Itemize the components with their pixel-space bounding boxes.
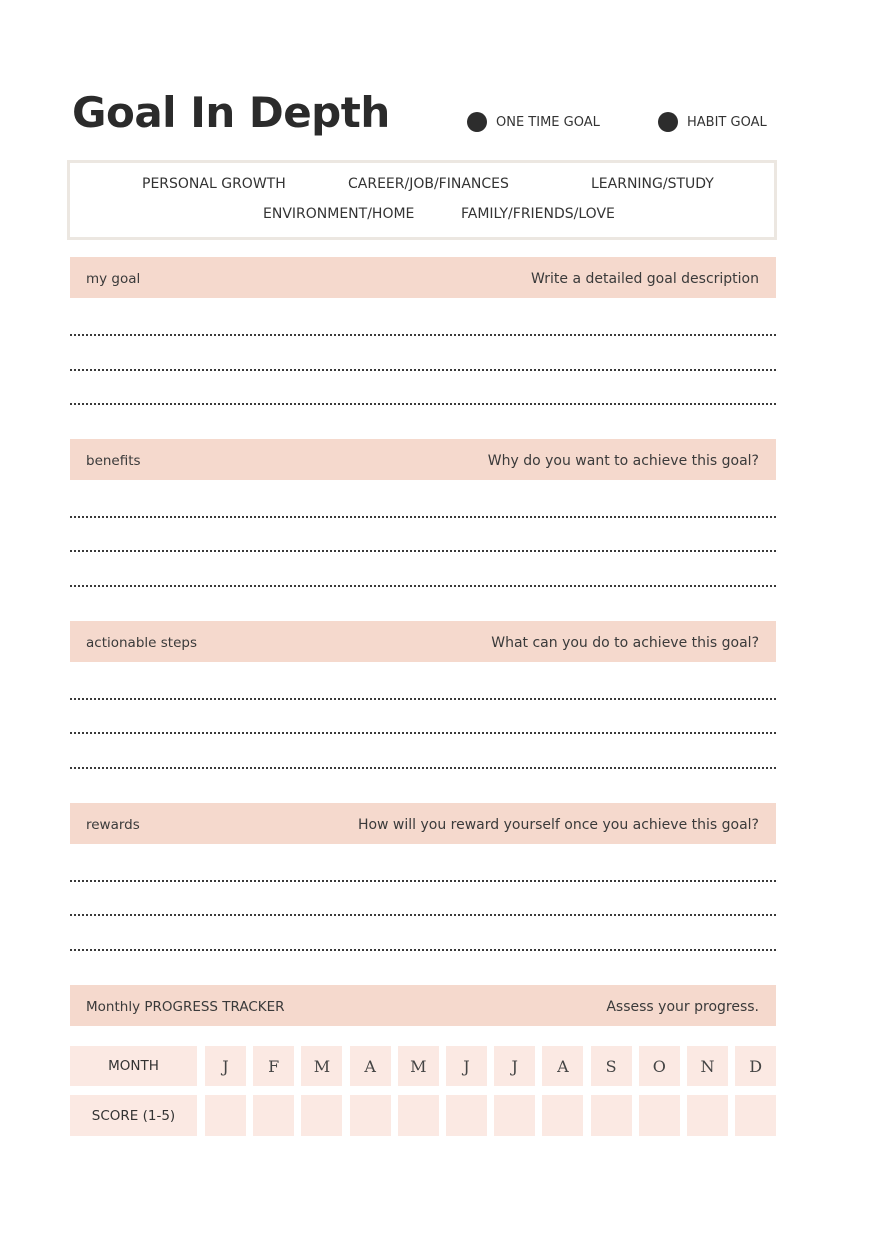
writing-line[interactable] [70, 585, 776, 587]
month-cell [205, 1046, 246, 1086]
page-title: Goal In Depth [72, 88, 390, 137]
month-cell [687, 1046, 728, 1086]
progress-tracker-grid [70, 1046, 776, 1136]
score-cell[interactable] [735, 1095, 776, 1136]
month-letter: M [313, 1056, 331, 1076]
score-cell[interactable] [301, 1095, 342, 1136]
section-label: rewards [86, 817, 140, 833]
writing-line[interactable] [70, 403, 776, 405]
month-cell [350, 1046, 391, 1086]
section-header-progress-tracker [70, 985, 776, 1026]
category-career[interactable]: CAREER/JOB/FINANCES [348, 176, 509, 192]
writing-line[interactable] [70, 369, 776, 371]
month-letter: A [364, 1056, 376, 1076]
score-cell[interactable] [494, 1095, 535, 1136]
section-prompt: Why do you want to achieve this goal? [487, 453, 759, 469]
month-cell [253, 1046, 294, 1086]
month-cell [591, 1046, 632, 1086]
section-prompt: Write a detailed goal description [531, 271, 759, 287]
writing-line[interactable] [70, 334, 776, 336]
month-cell [398, 1046, 439, 1086]
month-letter: O [652, 1056, 666, 1076]
section-prompt: Assess your progress. [606, 999, 759, 1015]
score-cell[interactable] [350, 1095, 391, 1136]
month-letter: S [605, 1056, 617, 1076]
radio-dot-icon[interactable] [467, 112, 487, 132]
writing-line[interactable] [70, 949, 776, 951]
score-cell[interactable] [639, 1095, 680, 1136]
month-letter: J [222, 1056, 229, 1076]
writing-line[interactable] [70, 732, 776, 734]
month-cell [301, 1046, 342, 1086]
score-cell[interactable] [205, 1095, 246, 1136]
goal-type-label: HABIT GOAL [687, 114, 767, 130]
goal-type-habit[interactable] [658, 112, 767, 132]
category-environment[interactable]: ENVIRONMENT/HOME [263, 206, 415, 222]
section-label: Monthly PROGRESS TRACKER [86, 999, 285, 1015]
month-cell [542, 1046, 583, 1086]
section-prompt: What can you do to achieve this goal? [491, 635, 759, 651]
score-cell[interactable] [591, 1095, 632, 1136]
section-header-rewards [70, 803, 776, 844]
section-header-actionable-steps [70, 621, 776, 662]
writing-line[interactable] [70, 698, 776, 700]
month-cell [639, 1046, 680, 1086]
writing-line[interactable] [70, 516, 776, 518]
section-header-benefits [70, 439, 776, 480]
radio-dot-icon[interactable] [658, 112, 678, 132]
section-label: actionable steps [86, 635, 197, 651]
category-box [67, 160, 777, 240]
section-prompt: How will you reward yourself once you achieve this goal? [357, 817, 759, 833]
month-letter: M [410, 1056, 427, 1076]
month-row-label: MONTH [70, 1046, 197, 1086]
writing-line[interactable] [70, 914, 776, 916]
score-cell[interactable] [687, 1095, 728, 1136]
category-learning[interactable]: LEARNING/STUDY [591, 176, 714, 192]
score-cell[interactable] [446, 1095, 487, 1136]
month-letter: J [463, 1056, 470, 1076]
month-cell [494, 1046, 535, 1086]
category-family[interactable]: FAMILY/FRIENDS/LOVE [461, 206, 615, 222]
section-label: my goal [86, 271, 141, 287]
month-letter: N [700, 1056, 715, 1076]
month-letter: F [268, 1056, 280, 1076]
score-cell[interactable] [542, 1095, 583, 1136]
month-letter: D [749, 1056, 763, 1076]
month-letter: A [557, 1056, 569, 1076]
score-cell[interactable] [253, 1095, 294, 1136]
category-personal-growth[interactable]: PERSONAL GROWTH [142, 176, 286, 192]
writing-line[interactable] [70, 880, 776, 882]
month-cell [446, 1046, 487, 1086]
score-row-label: SCORE (1-5) [70, 1095, 197, 1136]
writing-line[interactable] [70, 767, 776, 769]
goal-type-label: ONE TIME GOAL [496, 114, 600, 130]
section-label: benefits [86, 453, 141, 469]
score-cell[interactable] [398, 1095, 439, 1136]
month-letter: J [511, 1056, 518, 1076]
writing-line[interactable] [70, 550, 776, 552]
goal-type-one-time[interactable] [467, 112, 600, 132]
month-cell [735, 1046, 776, 1086]
section-header-my-goal [70, 257, 776, 298]
